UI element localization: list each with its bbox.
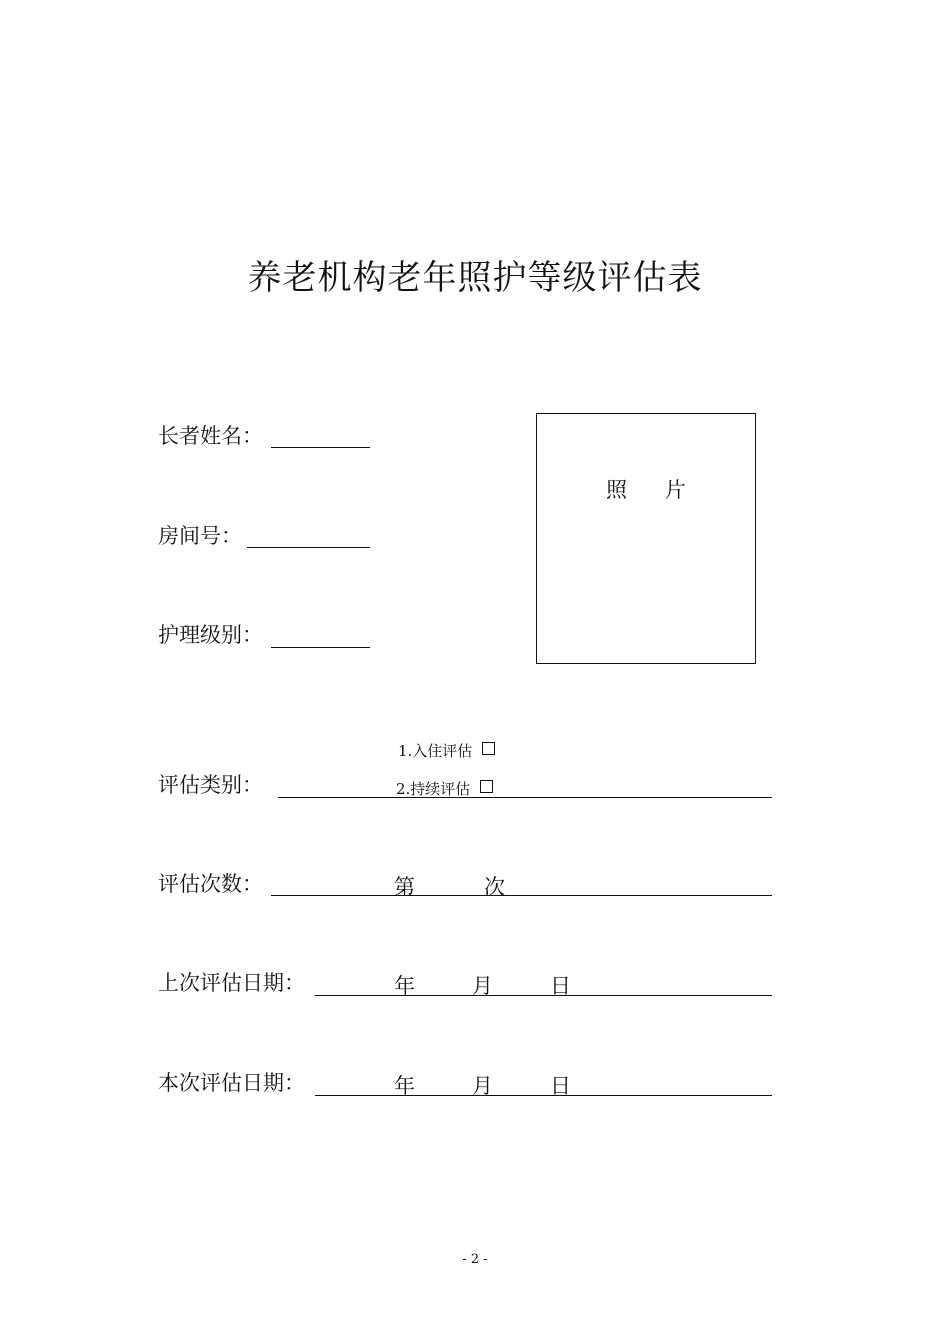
last-date-field[interactable] bbox=[315, 995, 772, 996]
current-date-year: 年 bbox=[394, 1074, 415, 1098]
page-title: 养老机构老年照护等级评估表 bbox=[247, 258, 703, 298]
photo-char-1: 照 bbox=[606, 478, 627, 502]
current-date-month: 月 bbox=[472, 1074, 493, 1098]
care-level-label: 护理级别： bbox=[158, 623, 263, 647]
photo-char-2: 片 bbox=[665, 478, 686, 502]
photo-box bbox=[536, 413, 756, 664]
current-date-field[interactable] bbox=[315, 1095, 772, 1096]
care-level-field[interactable] bbox=[271, 647, 370, 648]
assessment-option-1-label: 1.入住评估 bbox=[398, 742, 473, 760]
photo-label bbox=[537, 474, 755, 504]
page-number: - 2 - bbox=[462, 1252, 488, 1267]
assessment-count-field[interactable] bbox=[271, 895, 772, 896]
current-date-label: 本次评估日期： bbox=[158, 1071, 305, 1095]
assessment-type-field bbox=[278, 797, 772, 798]
current-date-day: 日 bbox=[550, 1074, 571, 1098]
last-date-day: 日 bbox=[550, 974, 571, 998]
last-date-year: 年 bbox=[394, 974, 415, 998]
assessment-count-label: 评估次数： bbox=[158, 872, 263, 896]
count-prefix: 第 bbox=[394, 875, 415, 899]
assessment-option-2[interactable] bbox=[396, 778, 493, 799]
last-date-label: 上次评估日期： bbox=[158, 971, 305, 995]
room-label: 房间号： bbox=[158, 524, 242, 548]
assessment-option-2-checkbox[interactable] bbox=[480, 780, 493, 793]
name-field[interactable] bbox=[271, 447, 370, 448]
assessment-type-label: 评估类别： bbox=[158, 773, 263, 797]
assessment-option-1[interactable] bbox=[398, 740, 495, 761]
room-field[interactable] bbox=[247, 547, 370, 548]
assessment-option-1-checkbox[interactable] bbox=[482, 742, 495, 755]
assessment-option-2-label: 2.持续评估 bbox=[396, 780, 471, 798]
name-label: 长者姓名： bbox=[158, 424, 263, 448]
last-date-month: 月 bbox=[472, 974, 493, 998]
count-suffix: 次 bbox=[484, 875, 505, 899]
